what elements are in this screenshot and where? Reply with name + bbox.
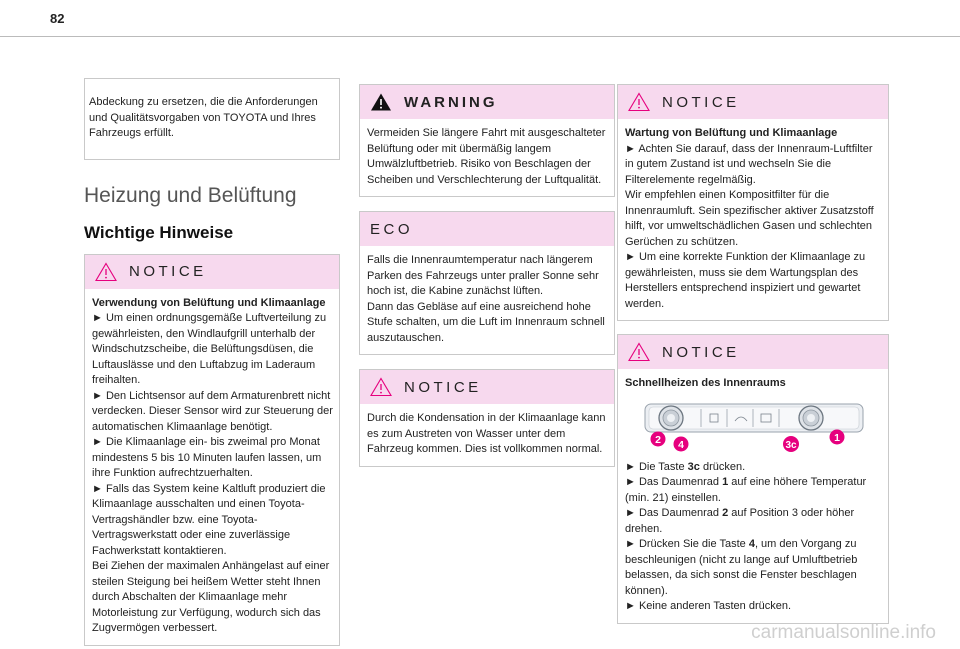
notice-box-condensation bbox=[359, 369, 615, 467]
eco-line: Falls die Innenraumtemperatur nach längerem Parken des Fahrzeugs unter praller Sonne sehr hoch ist, die Kabine zunächst lüften. bbox=[367, 254, 599, 297]
warning-triangle-icon bbox=[370, 377, 392, 397]
page-number: 82 bbox=[50, 11, 65, 26]
column-2 bbox=[359, 84, 615, 467]
notice-box-usage bbox=[84, 254, 340, 646]
callout-2-label: 2 bbox=[655, 433, 661, 446]
climate-panel-svg bbox=[625, 394, 883, 456]
notice-label: NOTICE bbox=[662, 343, 740, 361]
notice-line: ► Die Klimaanlage ein- bis zweimal pro Monat mindestens 5 bis 10 Minuten laufen lassen, um ihre Funktion aufrechtzuerhalten. bbox=[92, 436, 322, 479]
notice-line: ► Um eine korrekte Funktion der Klimaanlage zu gewährleisten, muss sie dem Wartungsplan des Herstellers entsprechend inspiziert und gewartet werden. bbox=[625, 251, 866, 310]
warning-box bbox=[359, 84, 615, 197]
callout-1-label: 1 bbox=[834, 431, 840, 444]
step-line: ► Drücken Sie die Taste 4, um den Vorgang zu beschleunigen (nicht zu lange auf Umluftbetrieb belassen, da sich sonst die Fenster beschlagen können). bbox=[625, 538, 858, 597]
callout-3c-label: 3c bbox=[785, 439, 797, 451]
climate-panel-illustration bbox=[625, 394, 882, 456]
step-line: ► Das Daumenrad 1 auf eine höhere Temperatur (min. 21) einstellen. bbox=[625, 476, 867, 504]
warning-triangle-icon bbox=[628, 92, 650, 112]
intro-box bbox=[84, 78, 340, 160]
notice-line: ► Um einen ordnungsgemäße Luftverteilung zu gewährleisten, den Windlaufgrill unterhalb der Windschutzscheibe, die Belüftungsdüsen, die Luftauslässe und den Luftabzug im Laderaum freihalten. bbox=[92, 312, 327, 386]
notice-label: NOTICE bbox=[662, 93, 740, 111]
notice-header bbox=[85, 255, 339, 289]
step-line: ► Die Taste 3c drücken. bbox=[625, 460, 746, 473]
dial-right bbox=[799, 406, 823, 430]
step-line: ► Keine anderen Tasten drücken. bbox=[625, 600, 792, 612]
warning-triangle-icon bbox=[95, 262, 117, 282]
notice-line: Wir empfehlen einen Kompositfilter für die Innenraumluft. Sein spezifischer aktiver Zusatzstoff hilft, vor umweltschädlichen Gasen und schlechten Gerüchen zu schützen. bbox=[625, 189, 874, 248]
notice-label: NOTICE bbox=[129, 263, 207, 280]
warning-text: Vermeiden Sie längere Fahrt mit ausgeschalteter Belüftung oder mit übermäßig langem Umwälzluftbetrieb. Risiko von Beschlagen der Scheiben und Verschlechterung der Luftqualität. bbox=[367, 127, 606, 186]
warning-triangle-icon bbox=[370, 92, 392, 112]
notice-label: NOTICE bbox=[404, 378, 482, 396]
callout-4 bbox=[674, 436, 689, 451]
column-3 bbox=[617, 84, 889, 624]
callout-2 bbox=[651, 431, 666, 446]
intro-text: Abdeckung zu ersetzen, die die Anforderungen und Qualitätsvorgaben von TOYOTA und Ihres Fahrzeugs erfüllt. bbox=[89, 96, 318, 139]
eco-label: ECO bbox=[370, 220, 414, 238]
notice-heading: Wartung von Belüftung und Klimaanlage bbox=[625, 127, 838, 139]
callout-1 bbox=[830, 429, 845, 444]
notice-line: ► Achten Sie darauf, dass der Innenraum-Luftfilter in gutem Zustand ist und wechseln Sie die Filterelemente regelmäßig. bbox=[625, 142, 873, 186]
notice-line: ► Falls das System keine Kaltluft produziert die Klimaanlage ausschalten und einen Toyota-Vertragshändler bzw. eine Toyota-Vertragswerkstatt oder eine zuverlässige Fachwerkstatt kontaktieren. bbox=[92, 482, 326, 557]
eco-line: Dann das Gebläse auf eine ausreichend hohe Stufe schalten, um die Luft im Innenraum schnell auszutauschen. bbox=[367, 300, 605, 344]
callout-3c bbox=[783, 436, 799, 452]
eco-box bbox=[359, 211, 615, 355]
warning-label: WARNING bbox=[404, 93, 498, 111]
header-rule bbox=[0, 36, 960, 37]
column-1 bbox=[84, 78, 340, 646]
notice-line: Bei Ziehen der maximalen Anhängelast auf einer steilen Steigung bei heißem Wetter steht Ihnen durch Abschalten der Klimaanlage mehr Motorleistung zur Verfügung, wodurch sich das Zugvermögen verbessert. bbox=[92, 560, 330, 634]
notice-header bbox=[618, 335, 888, 369]
notice-line: ► Den Lichtsensor auf dem Armaturenbrett nicht verdecken. Dieser Sensor wird zur Steuerung der automatischen Klimaanlage benötigt. bbox=[92, 389, 333, 433]
notice-heading: Schnellheizen des Innenraums bbox=[625, 377, 786, 389]
warning-triangle-icon bbox=[628, 342, 650, 362]
notice-box-quick-heat bbox=[617, 334, 889, 624]
notice-text: Durch die Kondensation in der Klimaanlage kann es zum Austreten von Wasser unter dem Fahrzeug kommen. Dies ist vollkommen normal. bbox=[367, 412, 606, 455]
section-title: Heizung und Belüftung bbox=[84, 183, 297, 207]
notice-header bbox=[360, 370, 614, 404]
dial-left bbox=[659, 406, 683, 430]
warning-header bbox=[360, 85, 614, 119]
callout-4-label: 4 bbox=[678, 438, 684, 451]
notice-heading: Verwendung von Belüftung und Klimaanlage bbox=[92, 296, 326, 309]
footer-watermark: carmanualsonline.info bbox=[751, 622, 936, 643]
subsection-title: Wichtige Hinweise bbox=[84, 222, 234, 242]
notice-box-maintenance bbox=[617, 84, 889, 321]
step-line: ► Das Daumenrad 2 auf Position 3 oder höher drehen. bbox=[625, 507, 855, 535]
notice-header bbox=[618, 85, 888, 119]
eco-header bbox=[360, 212, 614, 246]
